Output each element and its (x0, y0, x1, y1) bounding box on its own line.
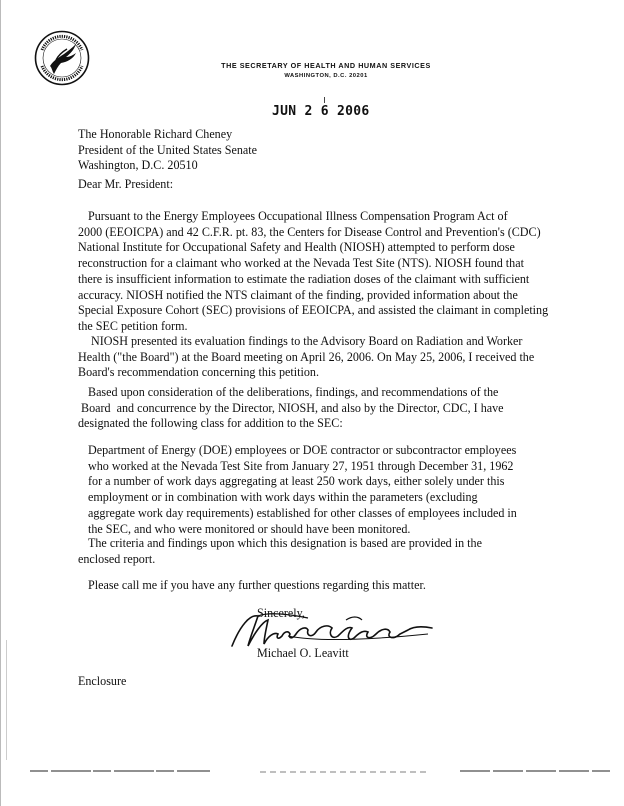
hhs-seal-icon (34, 30, 90, 86)
paragraph-line: Based upon consideration of the deliberations, findings, and recommendations of the (88, 385, 499, 399)
paragraph-3 (78, 385, 504, 432)
paragraph-line: aggregate work day requirements) established for other classes of employees included in (88, 505, 517, 520)
recipient-city: Washington, D.C. 20510 (78, 158, 198, 173)
paragraph-line: Board's recommendation concerning this petition. (78, 365, 319, 380)
salutation: Dear Mr. President: (78, 177, 174, 191)
letterhead-address: WASHINGTON, D.C. 20201 (284, 73, 368, 79)
signer-name: Michael O. Leavitt (257, 646, 349, 660)
paragraph-line: NIOSH presented its evaluation findings to the Advisory Board on Radiation and Worker (88, 334, 523, 348)
scan-bottom-artifact (30, 767, 610, 777)
paragraph-line: accuracy. NIOSH notified the NTS claimant of the finding, provided information about the (78, 287, 518, 302)
date-mark (324, 97, 325, 103)
paragraph-line: enclosed report. (78, 551, 156, 566)
scan-left-edge (0, 0, 1, 806)
paragraph-line: Department of Energy (DOE) employees or DOE contractor or subcontractor employees (88, 443, 517, 457)
paragraph-line: 2000 (EEOICPA) and 42 C.F.R. pt. 83, the Centers for Disease Control and Prevention's (CDC) (78, 224, 541, 239)
paragraph-line: for a number of work days aggregating at least 250 work days, either solely under this (88, 474, 505, 489)
paragraph-line: Pursuant to the Energy Employees Occupational Illness Compensation Program Act of (88, 209, 508, 223)
date-stamp: JUN 2 6 2006 (272, 104, 370, 119)
paragraph-line: Board and concurrence by the Director, NIOSH, and also by the Director, CDC, I have (78, 400, 504, 415)
paragraph-line: employment or in combination with work days within the parameters (excluding (88, 490, 478, 505)
paragraph-line: Health ("the Board") at the Board meeting on April 26, 2006. On May 25, 2006, I received the (78, 349, 535, 364)
closing: Sincerely, (257, 606, 305, 620)
paragraph-5 (78, 536, 482, 567)
recipient-name: The Honorable Richard Cheney (78, 127, 233, 141)
paragraph-line: there is insufficient information to estimate the radiation doses of the claimant with sufficient (78, 271, 530, 286)
class-definition (88, 443, 517, 537)
paragraph-line: Special Exposure Cohort (SEC) provisions of EEOICPA, and assisted the claimant in completing (78, 303, 549, 318)
paragraph-line: designated the following class for addition to the SEC: (78, 416, 343, 431)
recipient-title: President of the United States Senate (78, 142, 258, 157)
enclosure-note: Enclosure (78, 674, 127, 688)
paragraph-line: the SEC petition form. (78, 318, 188, 333)
paragraph-line: National Institute for Occupational Safety and Health (NIOSH) attempted to perform dose (78, 240, 515, 255)
paragraph-6: Please call me if you have any further questions regarding this matter. (88, 578, 426, 592)
paragraph-1 (78, 209, 549, 335)
scan-mark (6, 640, 7, 760)
paragraph-line: reconstruction for a claimant who worked at the Nevada Test Site (NTS). NIOSH found that (78, 256, 524, 271)
paragraph-line: The criteria and findings upon which this designation is based are provided in the (88, 536, 482, 550)
paragraph-line: the SEC, and who were monitored or should have been monitored. (88, 521, 411, 536)
recipient-address (78, 127, 257, 174)
letterhead-title: THE SECRETARY OF HEALTH AND HUMAN SERVICES (221, 61, 431, 70)
paragraph-2 (78, 334, 535, 381)
paragraph-line: who worked at the Nevada Test Site from January 27, 1951 through December 31, 1962 (88, 458, 514, 473)
